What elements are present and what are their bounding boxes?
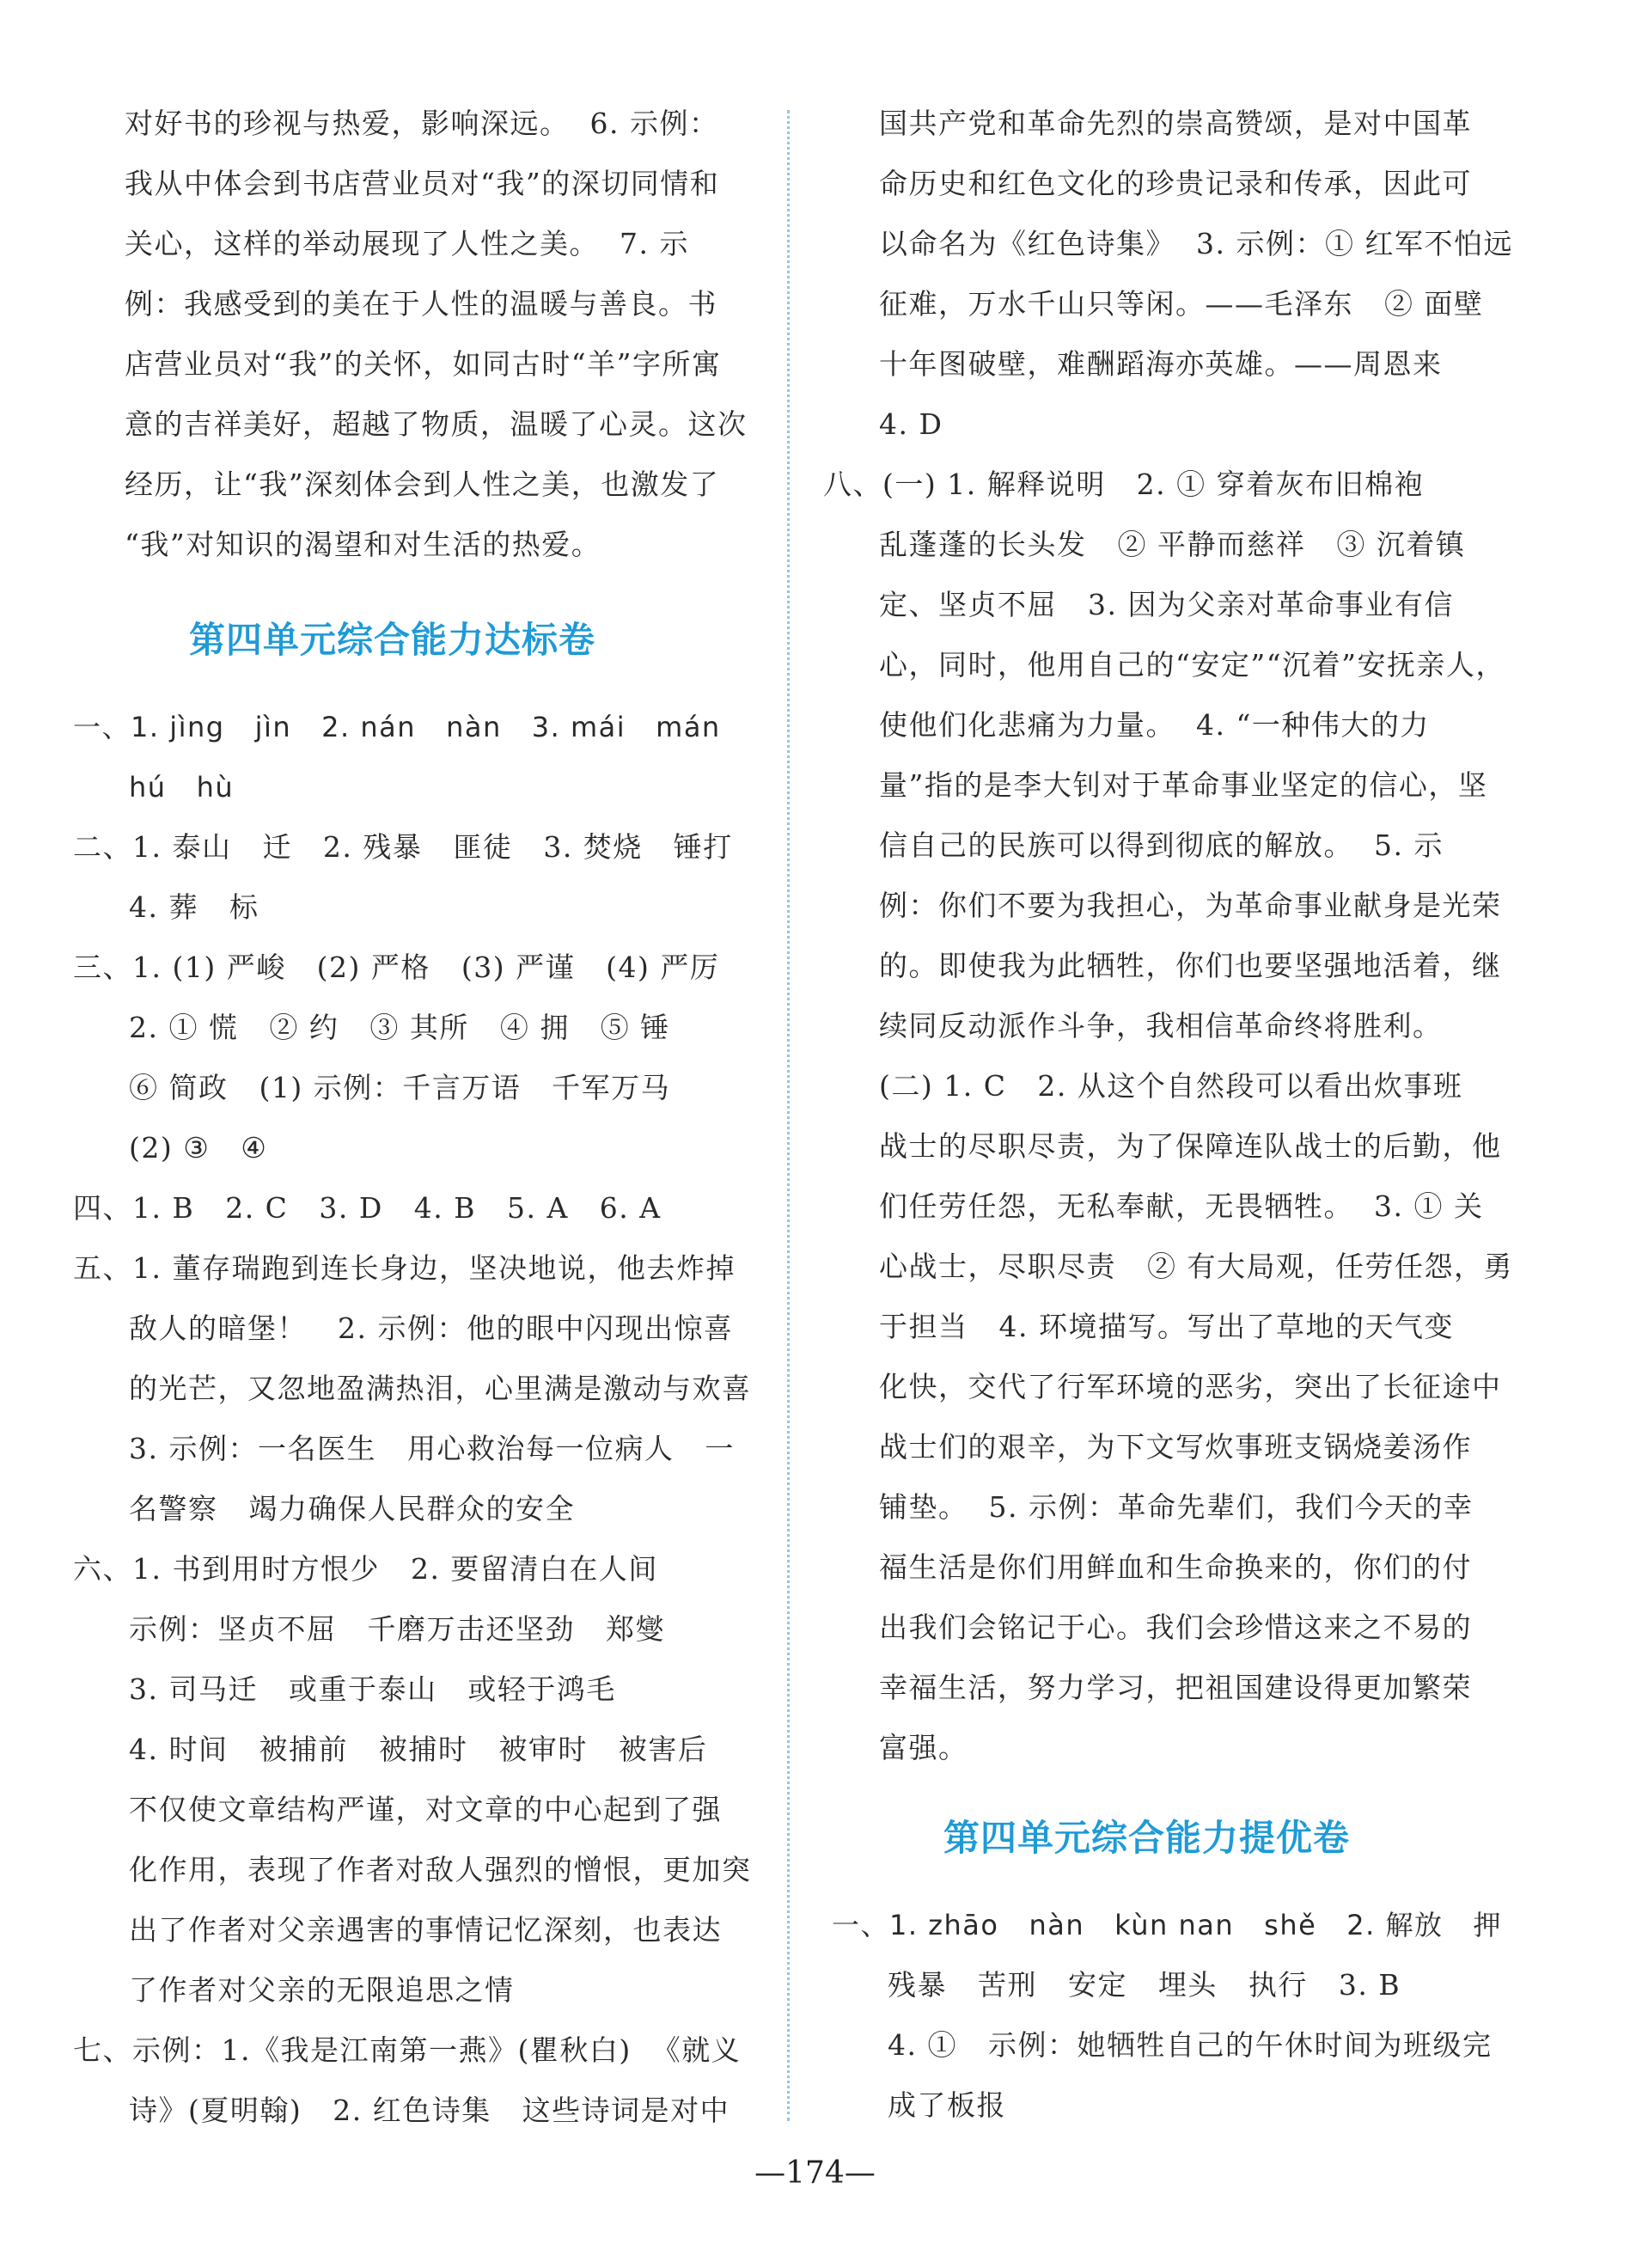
text-line: 3. 司马迁 或重于泰山 或轻于鸿毛: [129, 1672, 616, 1706]
text-line: 幸福生活，努力学习，把祖国建设得更加繁荣: [879, 1671, 1472, 1704]
text-line: 续同反动派作斗争，我相信革命终将胜利。: [879, 1009, 1443, 1042]
section-heading: 第四单元综合能力提优卷: [943, 1817, 1351, 1859]
text-line: 国共产党和革命先烈的崇高赞颂，是对中国革: [879, 107, 1472, 140]
text-line: 于担当 4. 环境描写。写出了草地的天气变: [879, 1310, 1454, 1343]
text-line: 定、坚贞不屈 3. 因为父亲对革命事业有信: [879, 588, 1454, 621]
text-line: 心，同时，他用自己的“安定”“沉着”安抚亲人，: [879, 648, 1505, 682]
text-line: 经历，让“我”深刻体会到人性之美，也激发了: [125, 468, 720, 501]
text-line: 富强。: [879, 1731, 968, 1764]
text-line: 诗》(夏明翰) 2. 红色诗集 这些诗词是对中: [129, 2094, 730, 2127]
text-line: 残暴 苦刑 安定 埋头 执行 3. B: [888, 1968, 1401, 2002]
text-line: 二、1. 泰山 迁 2. 残暴 匪徒 3. 焚烧 锤打: [73, 830, 733, 864]
page-number: —174—: [754, 2155, 876, 2191]
text-line: (2) ③ ④: [129, 1131, 268, 1165]
text-line: 心战士，尽职尽责 ② 有大局观，任劳任怨，勇: [879, 1250, 1513, 1283]
text-line: 4. 时间 被捕前 被捕时 被审时 被害后: [129, 1733, 708, 1766]
text-line: 七、示例：1.《我是江南第一燕》(瞿秋白) 《就义: [73, 2033, 742, 2067]
text-line: 成了板报: [888, 2088, 1006, 2122]
text-line: 4. D: [879, 407, 943, 441]
text-line: 八、(一) 1. 解释说明 2. ① 穿着灰布旧棉袍: [823, 468, 1425, 501]
text-line: 店营业员对“我”的关怀，如同古时“羊”字所寓: [125, 347, 722, 381]
text-line: 出了作者对父亲遇害的事情记忆深刻，也表达: [129, 1913, 722, 1947]
text-line: 化快，交代了行军环境的恶劣，突出了长征途中: [879, 1370, 1502, 1403]
text-line: 关心，这样的举动展现了人性之美。 7. 示: [125, 227, 689, 260]
text-line: 的光芒，又忽地盈满热泪，心里满是激动与欢喜: [129, 1372, 752, 1405]
text-line: (二) 1. C 2. 从这个自然段可以看出炊事班: [879, 1069, 1463, 1103]
text-line: “我”对知识的渴望和对生活的热爱。: [125, 528, 601, 561]
text-line: 以命名为《红色诗集》 3. 示例：① 红军不怕远: [879, 227, 1513, 260]
text-line: 意的吉祥美好，超越了物质，温暖了心灵。这次: [125, 407, 748, 441]
text-line: 一、1. zhāo nàn kùn nan shě 2. 解放 押: [832, 1909, 1503, 1941]
text-line: hú hù: [129, 771, 235, 804]
text-line: 例：你们不要为我担心，为革命事业献身是光荣: [879, 889, 1502, 922]
text-line: 3. 示例：一名医生 用心救治每一位病人 一: [129, 1432, 735, 1465]
text-line: 使他们化悲痛为力量。 4. “一种伟大的力: [879, 708, 1430, 742]
text-line: 了作者对父亲的无限追思之情: [129, 1973, 515, 2007]
text-line: 征难，万水千山只等闲。——毛泽东 ② 面壁: [879, 287, 1484, 321]
text-line: 敌人的暗堡！ 2. 示例：他的眼中闪现出惊喜: [129, 1311, 734, 1345]
text-line: 三、1. (1) 严峻 (2) 严格 (3) 严谨 (4) 严厉: [73, 951, 720, 984]
text-line: 六、1. 书到用时方恨少 2. 要留清白在人间: [73, 1552, 658, 1586]
text-line: 战士的尽职尽责，为了保障连队战士的后勤，他: [879, 1129, 1502, 1163]
text-line: 化作用，表现了作者对敌人强烈的憎恨，更加突: [129, 1853, 752, 1886]
text-line: 4. ① 示例：她牺牲自己的午休时间为班级完: [888, 2028, 1493, 2062]
text-line: 示例：坚贞不屈 千磨万击还坚劲 郑燮: [129, 1612, 665, 1646]
text-line: 福生活是你们用鲜血和生命换来的，你们的付: [879, 1550, 1472, 1584]
text-line: 不仅使文章结构严谨，对文章的中心起到了强: [129, 1793, 722, 1826]
text-line: 名警察 竭力确保人民群众的安全: [129, 1492, 575, 1525]
column-divider: [787, 110, 790, 2121]
text-line: 十年图破壁，难酬蹈海亦英雄。——周恩来: [879, 347, 1443, 381]
text-line: 我从中体会到书店营业员对“我”的深切同情和: [125, 167, 720, 200]
text-line: 的。即使我为此牺牲，你们也要坚强地活着，继: [879, 949, 1502, 982]
text-line: ⑥ 简政 (1) 示例：千言万语 千军万马: [129, 1071, 671, 1104]
text-line: 信自己的民族可以得到彻底的解放。 5. 示: [879, 828, 1444, 862]
text-line: 们任劳任怨，无私奉献，无畏牺牲。 3. ① 关: [879, 1189, 1484, 1223]
text-line: 铺垫。 5. 示例：革命先辈们，我们今天的幸: [879, 1490, 1474, 1524]
section-heading: 第四单元综合能力达标卷: [189, 619, 596, 661]
text-line: 4. 葬 标: [129, 890, 259, 924]
text-line: 五、1. 董存瑞跑到连长身边，坚决地说，他去炸掉: [73, 1251, 736, 1285]
text-line: 命历史和红色文化的珍贵记录和传承，因此可: [879, 167, 1472, 200]
text-line: 2. ① 慌 ② 约 ③ 其所 ④ 拥 ⑤ 锤: [129, 1011, 670, 1044]
text-line: 出我们会铭记于心。我们会珍惜这来之不易的: [879, 1611, 1472, 1644]
text-line: 四、1. B 2. C 3. D 4. B 5. A 6. A: [73, 1191, 662, 1225]
text-line: 对好书的珍视与热爱，影响深远。 6. 示例：: [125, 107, 719, 140]
text-line: 例：我感受到的美在于人性的温暖与善良。书: [125, 287, 717, 321]
text-line: 乱蓬蓬的长头发 ② 平静而慈祥 ③ 沉着镇: [879, 528, 1466, 561]
text-line: 一、1. jìng jìn 2. nán nàn 3. mái mán: [73, 711, 721, 743]
text-line: 战士们的艰辛，为下文写炊事班支锅烧姜汤作: [879, 1430, 1472, 1464]
text-line: 量”指的是李大钊对于革命事业坚定的信心，坚: [879, 768, 1488, 802]
